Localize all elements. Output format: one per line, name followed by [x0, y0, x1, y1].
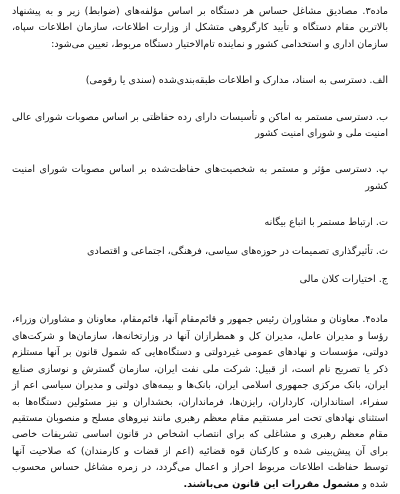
- article-3-paragraph: ماده۳. مصادیق مشاغل حساس هر دستگاه بر اساس مؤلفه‌های (ضوابط) زیر و به پیشنهاد بالاترین مقام دستگاه و تأیید کارگروهی متشکل از وزارت اطلاعات، سازمان اطلاعات سپاه، سازمان اداری و استخدامی کشور و نماینده تام‌الاختیار دستگاه مربوط، تعیین می‌شود:: [12, 6, 388, 50]
- article-4-text: ماده۴. معاونان و مشاوران رئیس جمهور و قائم‌مقام آنها، قائم‌مقام، معاونان و مشاوران وزراء، رؤسا و مدیران عامل، مدیران کل و همطرازان آنها در وزارتخانه‌ها، سازمان‌ها و شرکت‌های دولتی، مؤسسات و نهادهای عمومی غیردولتی و دستگاه‌هایی که شمول قانون بر آنها مستلزم ذکر یا تصریح نام است، از قبیل: شرکت ملی نفت ایران، سازمان گسترش و نوسازی صنایع ایران، بانک مرکزی جمهوری اسلامی ایران، بانک‌ها و بیمه‌های دولتی و مدیران سیاسی اعم از سفراء، استانداران، کارداران، رایزن‌ها، فرمانداران، بخشداران و نیز مسئولین دستگاه‌ها به استثنای نهادهای تحت امر مستقیم مقام معظم رهبری مانند نیروهای مسلح و منصوبان مستقیم مقام معظم رهبری و مشاغلی که برای انتصاب اشخاص در قانون اساسی تشریفات خاصی برای آن پیش‌بینی شده و کارکنان قوه قضائیه (اعم از قضات و کارمندان) که صلاحیت آنها توسط حفاظت اطلاعات مربوط احراز و اعمال می‌گردد، در زمره مشاغل حساس محسوب شده و: [12, 314, 388, 490]
- spacer: [12, 260, 388, 272]
- item-te: ت. ارتباط مستمر با اتباع بیگانه: [264, 217, 388, 229]
- item-be: ب. دسترسی مستمر به اماکن و تأسیسات دارای رده حفاظتی بر اساس مصوبات شورای عالی امنیت ملی و شورای امنیت کشور: [12, 111, 388, 140]
- spacer: [12, 232, 388, 244]
- article-4-bold-ending: مشمول مقررات این قانون می‌باشند.: [183, 478, 360, 490]
- spacer: [12, 142, 388, 162]
- spacer: [12, 90, 388, 110]
- item-pe: پ. دسترسی مؤثر و مستمر به شخصیت‌های حفاظت‌شده بر اساس مصوبات شورای امنیت کشور: [12, 164, 388, 192]
- article-4-paragraph: [12, 312, 388, 492]
- item-se: ث. تأثیرگذاری تصمیمات در حوزه‌های سیاسی، فرهنگی، اجتماعی و اقتصادی: [87, 245, 388, 257]
- spacer: [12, 288, 388, 312]
- spacer: [12, 195, 388, 215]
- spacer: [12, 53, 388, 73]
- item-alef: الف. دسترسی به اسناد، مدارک و اطلاعات طبقه‌بندی‌شده (سندی یا رقومی): [85, 75, 388, 87]
- item-jim: ج. اختیارات کلان مالی: [299, 274, 388, 286]
